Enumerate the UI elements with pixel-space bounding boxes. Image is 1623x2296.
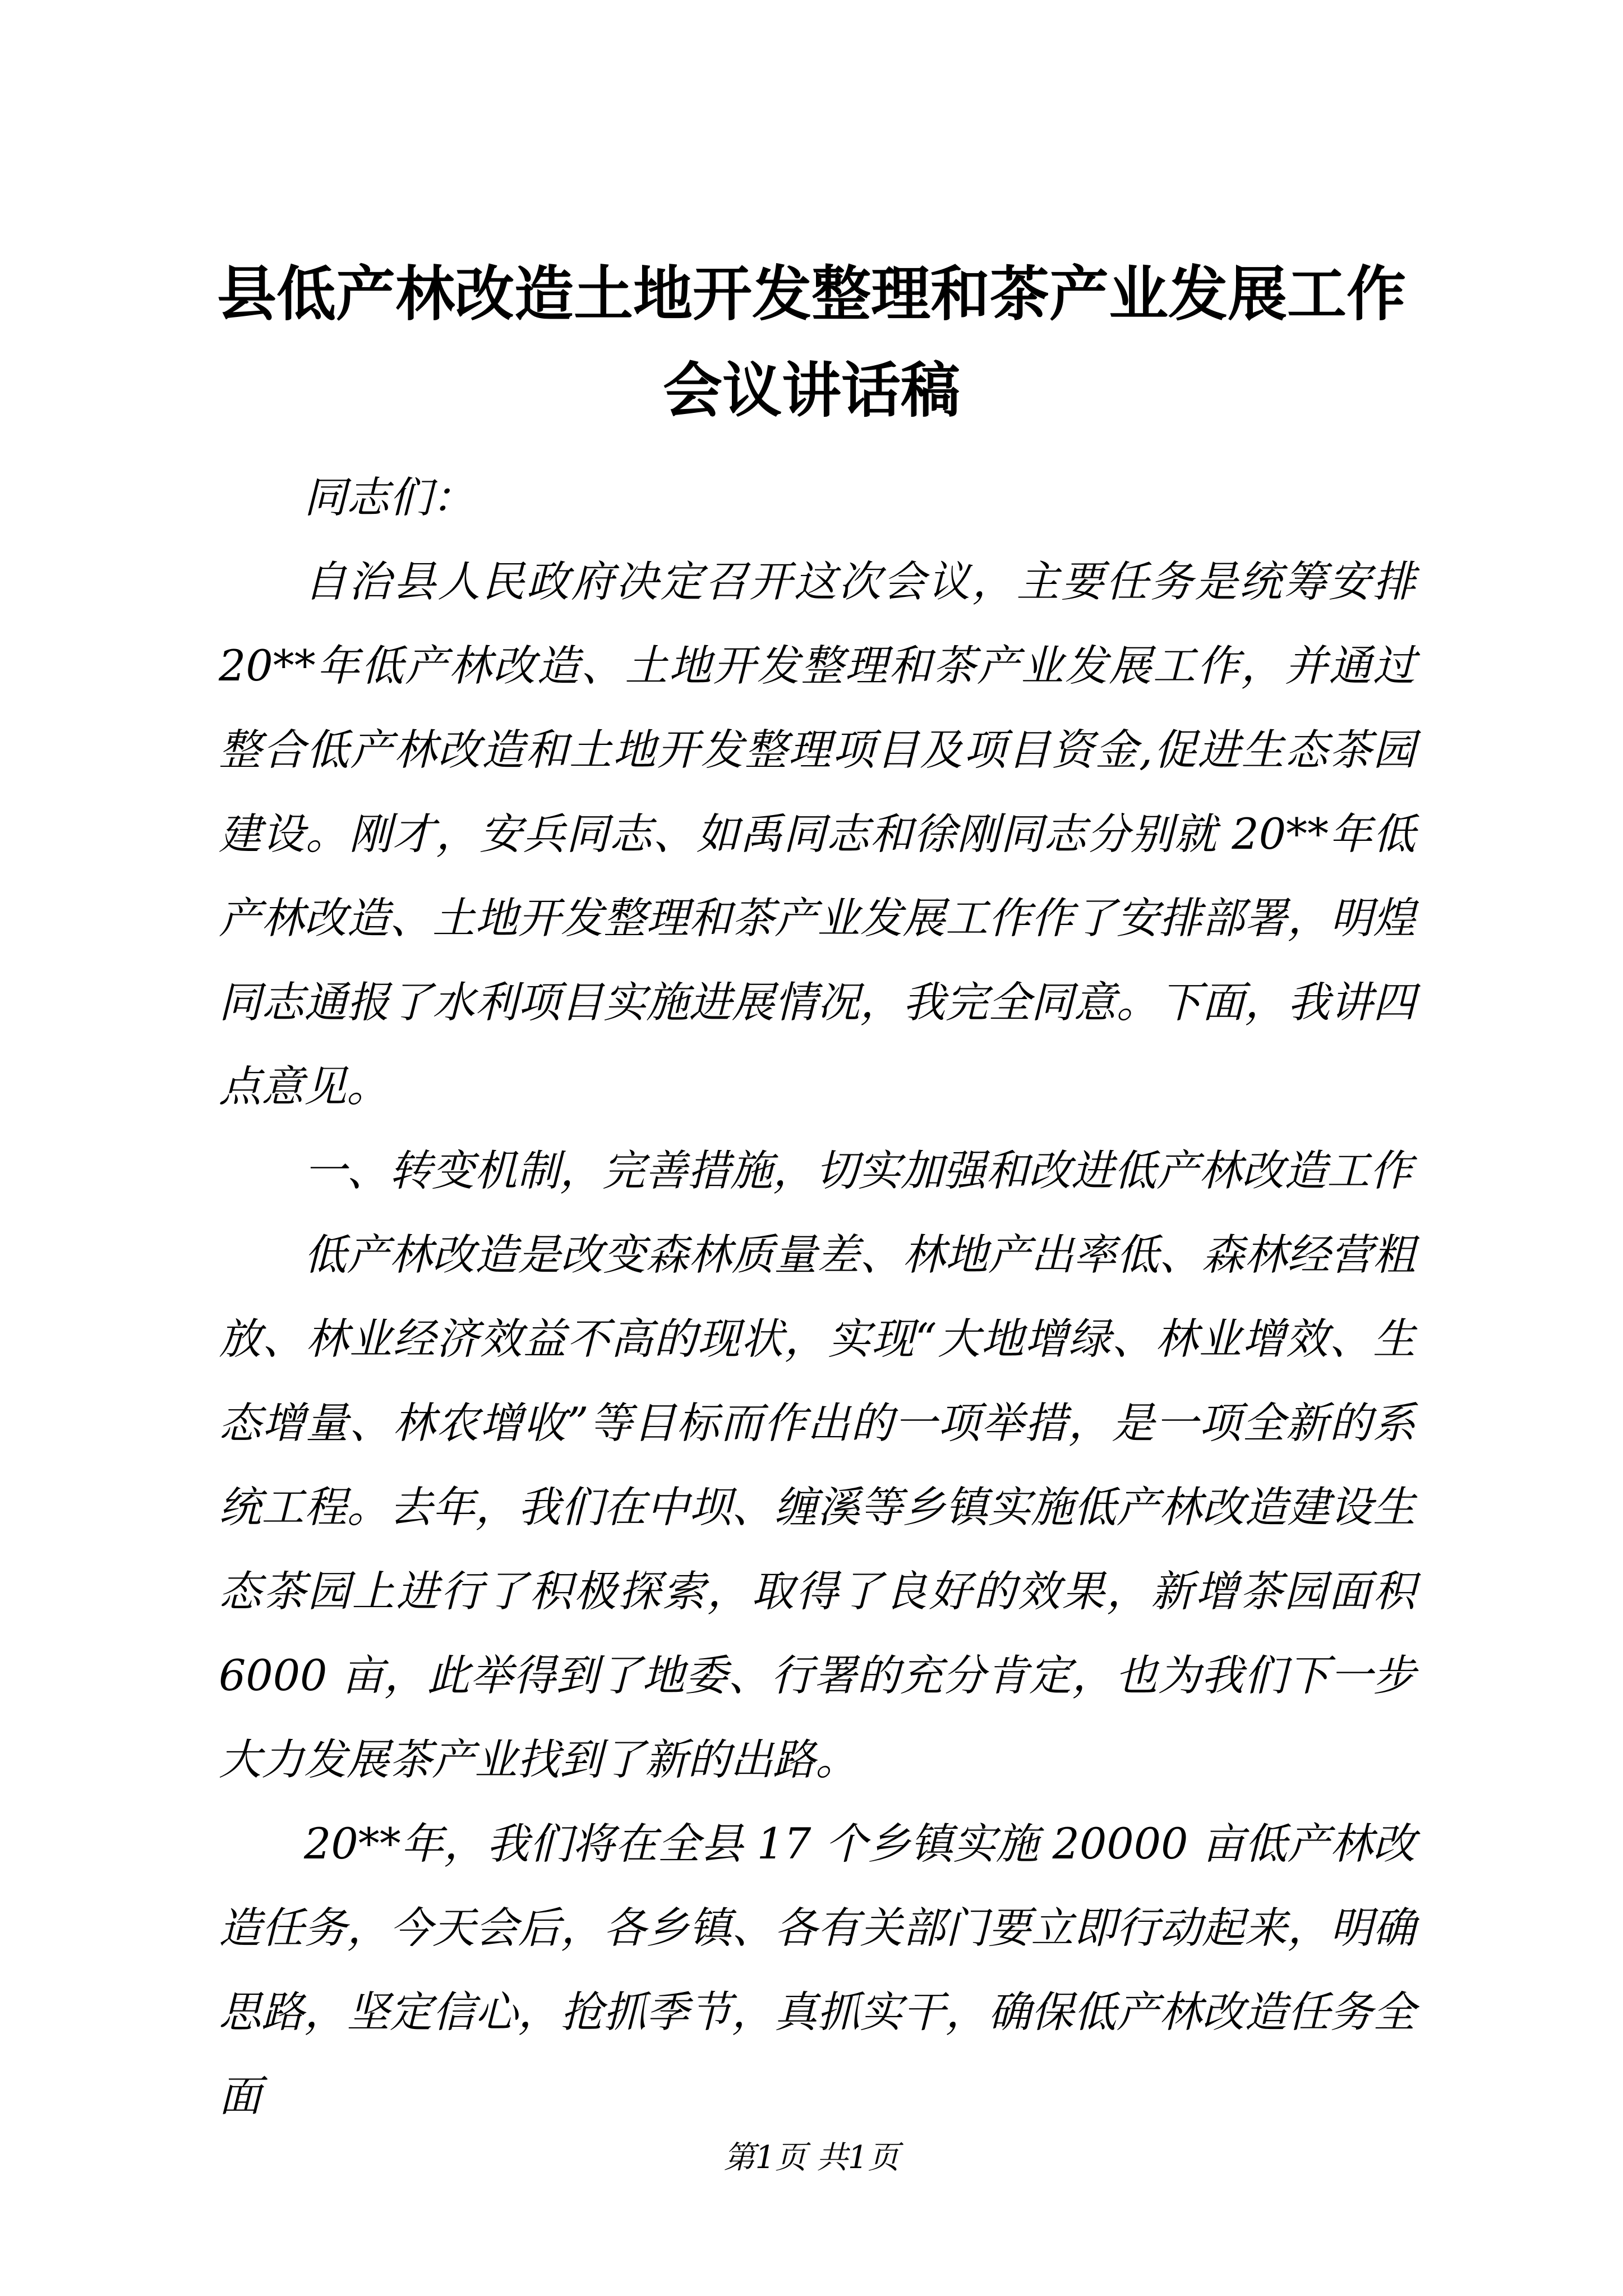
paragraph: 低产林改造是改变森林质量差、林地产出率低、森林经营粗放、林业经济效益不高的现状，实现“大地增绿、林业增效、生态增量、林农增收”等目标而作出的一项举措，是一项全新的系统工程。去年，我们在中坝、缠溪等乡镇实施低产林改造建设生态茶园上进行了积极探索，取得了良好的效果，新增茶园面积 6000 亩，此举得到了地委、行署的充分肯定，也为我们下一步大力发展茶产业找到了新的出路。 xyxy=(219,1230,1415,1784)
paragraph: 20**年，我们将在全县 17 个乡镇实施 20000 亩低产林改造任务，今天会后，各乡镇、各有关部门要立即行动起来，明确思路，坚定信心，抢抓季节，真抓实干，确保低产林改造任务全面 xyxy=(219,1819,1415,2121)
page-number-indicator: 第1页 共1页 xyxy=(723,2139,900,2176)
title-line-1: 县低产林改造土地开发整理和茶产业发展工作 xyxy=(217,259,1406,329)
section-heading: 一、转变机制，完善措施，切实加强和改进低产林改造工作 xyxy=(304,1145,1412,1195)
title-line-2: 会议讲话稿 xyxy=(663,355,960,425)
paragraph: 自治县人民政府决定召开这次会议，主要任务是统筹安排 20**年低产林改造、土地开发整理和茶产业发展工作，并通过整合低产林改造和土地开发整理项目及项目资金,促进生态茶园建设。刚才，安兵同志、如禹同志和徐刚同志分别就 20**年低产林改造、土地开发整理和茶产业发展工作作了安排部署，明煌同志通报了水利项目实施进展情况，我完全同意。下面，我讲四点意见。 xyxy=(219,556,1415,1111)
document-title xyxy=(213,246,1410,439)
document-body xyxy=(219,455,1415,2138)
salutation: 同志们： xyxy=(304,472,474,522)
